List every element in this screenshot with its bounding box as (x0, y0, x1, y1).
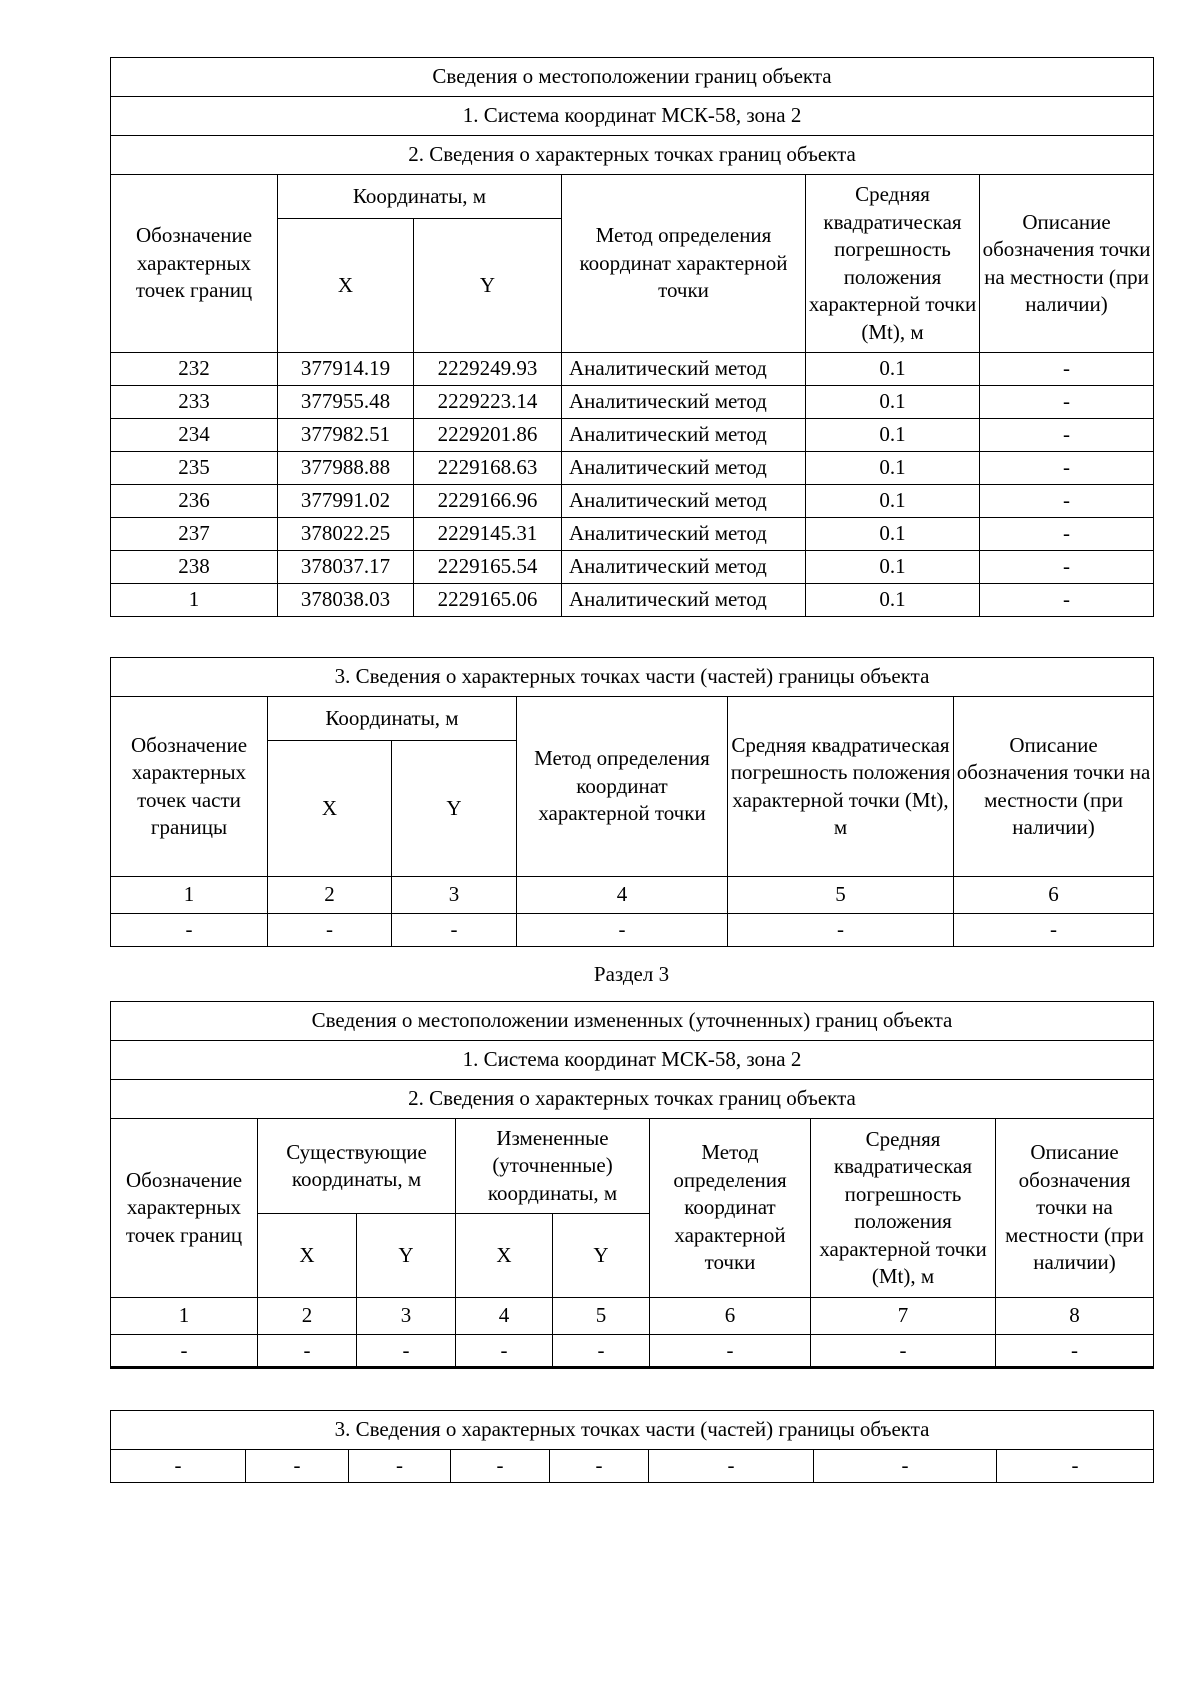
table-row (111, 419, 1154, 452)
coord-system: 1. Система координат МСК-58, зона 2 (111, 97, 1154, 136)
column-numbers-row (111, 1298, 1154, 1335)
empty-cell: - (111, 914, 268, 947)
cell-mt: 0.1 (806, 551, 980, 584)
cell-mt: 0.1 (806, 353, 980, 386)
cell-point: 1 (111, 584, 278, 617)
cell-desc: - (980, 551, 1154, 584)
header-x: X (278, 219, 414, 353)
cell-mt: 0.1 (806, 584, 980, 617)
table-title: Сведения о местоположении границ объекта (111, 58, 1154, 97)
empty-cell: - (649, 1450, 814, 1483)
part-points-table (110, 657, 1154, 947)
empty-cell: - (814, 1450, 997, 1483)
empty-cell: - (553, 1335, 650, 1368)
empty-cell: - (349, 1450, 451, 1483)
cell-point: 235 (111, 452, 278, 485)
cell-method: Аналитический метод (562, 551, 806, 584)
cell-x: 377914.19 (278, 353, 414, 386)
points-heading: 2. Сведения о характерных точках границ объекта (111, 136, 1154, 175)
table-title: Сведения о местоположении измененных (уточненных) границ объекта (111, 1002, 1154, 1041)
cell-point: 236 (111, 485, 278, 518)
coord-system: 1. Система координат МСК-58, зона 2 (111, 1041, 1154, 1080)
empty-cell: - (996, 1335, 1154, 1368)
empty-cell: - (650, 1335, 811, 1368)
cell-point: 237 (111, 518, 278, 551)
cell-x: 377991.02 (278, 485, 414, 518)
column-number: 4 (517, 877, 728, 914)
cell-y: 2229223.14 (414, 386, 562, 419)
cell-point: 234 (111, 419, 278, 452)
boundary-points-table (110, 57, 1154, 617)
cell-method: Аналитический метод (562, 584, 806, 617)
changed-boundary-table (110, 1001, 1154, 1369)
part-heading: 3. Сведения о характерных точках части (частей) границы объекта (111, 1411, 1154, 1450)
cell-desc: - (980, 353, 1154, 386)
header-point-name: Обозначение характерных точек границ (111, 175, 278, 353)
table-row (111, 914, 1154, 947)
cell-point: 232 (111, 353, 278, 386)
cell-x: 378022.25 (278, 518, 414, 551)
cell-y: 2229168.63 (414, 452, 562, 485)
table-row (111, 1450, 1154, 1483)
column-number: 1 (111, 1298, 258, 1335)
cell-y: 2229145.31 (414, 518, 562, 551)
header-method: Метод определения координат характерной точки (650, 1119, 811, 1298)
cell-method: Аналитический метод (562, 419, 806, 452)
cell-mt: 0.1 (806, 452, 980, 485)
column-number: 3 (392, 877, 517, 914)
column-numbers-row (111, 877, 1154, 914)
header-existing-y: Y (357, 1214, 456, 1298)
column-number: 2 (268, 877, 392, 914)
empty-cell: - (111, 1450, 246, 1483)
column-number: 7 (811, 1298, 996, 1335)
cell-method: Аналитический метод (562, 386, 806, 419)
empty-cell: - (258, 1335, 357, 1368)
empty-cell: - (997, 1450, 1154, 1483)
cell-method: Аналитический метод (562, 452, 806, 485)
changed-part-points-table (110, 1410, 1154, 1483)
cell-x: 377988.88 (278, 452, 414, 485)
cell-desc: - (980, 485, 1154, 518)
cell-point: 233 (111, 386, 278, 419)
empty-cell: - (811, 1335, 996, 1368)
column-number: 2 (258, 1298, 357, 1335)
empty-cell: - (954, 914, 1154, 947)
table-row (111, 518, 1154, 551)
column-number: 4 (456, 1298, 553, 1335)
cell-mt: 0.1 (806, 419, 980, 452)
empty-cell: - (451, 1450, 550, 1483)
cell-x: 378037.17 (278, 551, 414, 584)
header-description: Описание обозначения точки на местности (при наличии) (996, 1119, 1154, 1298)
part-header-y: Y (392, 741, 517, 877)
table-row (111, 551, 1154, 584)
cell-desc: - (980, 452, 1154, 485)
column-number: 8 (996, 1298, 1154, 1335)
column-number: 5 (553, 1298, 650, 1335)
header-changed-x: X (456, 1214, 553, 1298)
points-heading: 2. Сведения о характерных точках границ объекта (111, 1080, 1154, 1119)
cell-y: 2229249.93 (414, 353, 562, 386)
cell-x: 377982.51 (278, 419, 414, 452)
cell-mt: 0.1 (806, 386, 980, 419)
header-coords: Координаты, м (278, 175, 562, 219)
table-row (111, 452, 1154, 485)
cell-y: 2229165.06 (414, 584, 562, 617)
part-header-error: Средняя квадратическая погрешность положения характерной точки (Mt), м (728, 697, 954, 877)
part-header-point-name: Обозначение характерных точек части границы (111, 697, 268, 877)
part-heading: 3. Сведения о характерных точках части (частей) границы объекта (111, 658, 1154, 697)
empty-cell: - (392, 914, 517, 947)
column-number: 3 (357, 1298, 456, 1335)
cell-desc: - (980, 518, 1154, 551)
cell-desc: - (980, 386, 1154, 419)
cell-method: Аналитический метод (562, 518, 806, 551)
table-row (111, 485, 1154, 518)
empty-cell: - (111, 1335, 258, 1368)
column-number: 5 (728, 877, 954, 914)
empty-cell: - (550, 1450, 649, 1483)
table-row (111, 584, 1154, 617)
cell-x: 377955.48 (278, 386, 414, 419)
empty-cell: - (456, 1335, 553, 1368)
empty-cell: - (268, 914, 392, 947)
header-method: Метод определения координат характерной точки (562, 175, 806, 353)
header-changed-y: Y (553, 1214, 650, 1298)
column-number: 6 (954, 877, 1154, 914)
part-header-method: Метод определения координат характерной точки (517, 697, 728, 877)
header-y: Y (414, 219, 562, 353)
empty-cell: - (728, 914, 954, 947)
part-header-x: X (268, 741, 392, 877)
part-header-coords: Координаты, м (268, 697, 517, 741)
header-description: Описание обозначения точки на местности (при наличии) (980, 175, 1154, 353)
empty-cell: - (246, 1450, 349, 1483)
column-number: 6 (650, 1298, 811, 1335)
cell-y: 2229166.96 (414, 485, 562, 518)
cell-desc: - (980, 419, 1154, 452)
cell-y: 2229165.54 (414, 551, 562, 584)
cell-method: Аналитический метод (562, 353, 806, 386)
column-number: 1 (111, 877, 268, 914)
header-changed-coords: Измененные (уточненные) координаты, м (456, 1119, 650, 1214)
header-error: Средняя квадратическая погрешность положения характерной точки (Mt), м (806, 175, 980, 353)
cell-method: Аналитический метод (562, 485, 806, 518)
table-row (111, 386, 1154, 419)
header-existing-x: X (258, 1214, 357, 1298)
table-row (111, 353, 1154, 386)
section-caption: Раздел 3 (593, 962, 670, 986)
cell-desc: - (980, 584, 1154, 617)
cell-point: 238 (111, 551, 278, 584)
part-header-description: Описание обозначения точки на местности (при наличии) (954, 697, 1154, 877)
cell-y: 2229201.86 (414, 419, 562, 452)
header-existing-coords: Существующие координаты, м (258, 1119, 456, 1214)
table-row (111, 1335, 1154, 1368)
cell-mt: 0.1 (806, 485, 980, 518)
cell-mt: 0.1 (806, 518, 980, 551)
empty-cell: - (517, 914, 728, 947)
empty-cell: - (357, 1335, 456, 1368)
header-error: Средняя квадратическая погрешность положения характерной точки (Mt), м (811, 1119, 996, 1298)
header-point-name: Обозначение характерных точек границ (111, 1119, 258, 1298)
cell-x: 378038.03 (278, 584, 414, 617)
